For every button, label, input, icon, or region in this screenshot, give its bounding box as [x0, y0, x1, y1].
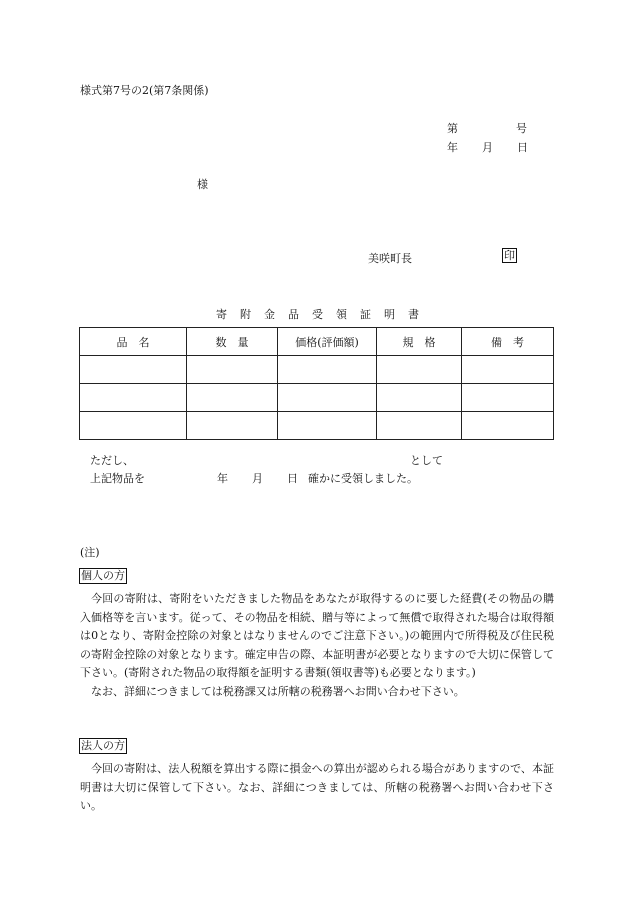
table-cell	[278, 412, 377, 440]
table-row	[80, 384, 554, 412]
date-month: 月	[482, 141, 493, 154]
received-day: 日	[287, 472, 298, 485]
table-cell	[278, 384, 377, 412]
individual-paragraph-1: 今回の寄附は、寄附をいただきました物品をあなたが取得するのに要した経費(その物品の購入価格等を言います。従って、その物品を相続、贈与等によって無償で取得された場合は取得額は0となり、寄附金控除の対象とはなりませんのでご注意下さい。)の範囲内で所得税及び住民税の寄附金控除の対象となります。確定申告の際、本証明書が必要となりますので大切に保管して下さい。(寄附された物品の取得額を証明する書類(領収書等)も必要となります。)	[80, 592, 554, 680]
number-suffix: 号	[516, 122, 527, 135]
table-row	[80, 412, 554, 440]
received-prefix: 上記物品を	[90, 472, 145, 485]
table-cell	[462, 412, 554, 440]
col-header-item-name: 品 名	[80, 328, 187, 356]
document-title: 寄附金品受領証明書	[216, 308, 432, 321]
recipient-suffix: 様	[197, 178, 208, 191]
col-header-quantity: 数 量	[187, 328, 278, 356]
col-header-spec: 規 格	[377, 328, 462, 356]
number-prefix: 第	[447, 122, 458, 135]
table-cell	[377, 412, 462, 440]
received-suffix: 確かに受領しました。	[308, 472, 418, 485]
table-cell	[187, 384, 278, 412]
individual-heading: 個人の方	[81, 569, 125, 582]
table-cell	[187, 412, 278, 440]
corporate-heading: 法人の方	[81, 739, 125, 752]
date-year: 年	[447, 141, 458, 154]
received-year: 年	[217, 472, 228, 485]
table-cell	[80, 384, 187, 412]
table-header-row	[80, 328, 554, 356]
note-label: (注)	[80, 546, 100, 559]
items-table	[79, 327, 554, 440]
certificate-number-line	[447, 120, 527, 136]
table-cell	[80, 356, 187, 384]
proviso-end: として	[410, 454, 443, 467]
table-cell	[278, 356, 377, 384]
corporate-paragraph-1: 今回の寄附は、法人税額を算出する際に損金への算出が認められる場合がありますので、本証明書は大切に保管して下さい。なお、詳細につきましては、所轄の税務署へお問い合わせ下さい。	[80, 762, 554, 813]
issue-date-line	[447, 139, 528, 155]
table-cell	[80, 412, 187, 440]
received-month: 月	[252, 472, 263, 485]
received-line	[90, 470, 418, 486]
proviso-start: ただし、	[90, 454, 134, 467]
table-cell	[187, 356, 278, 384]
individual-paragraph-2: なお、詳細につきましては税務課又は所轄の税務署へお問い合わせ下さい。	[91, 684, 465, 698]
col-header-remarks: 備 考	[462, 328, 554, 356]
table-cell	[462, 356, 554, 384]
date-day: 日	[517, 141, 528, 154]
table-row	[80, 356, 554, 384]
corporate-notes	[80, 760, 554, 816]
table-cell	[377, 356, 462, 384]
col-header-price: 価格(評価額)	[278, 328, 377, 356]
form-number: 様式第7号の2(第7条関係)	[80, 84, 209, 97]
table-cell	[377, 384, 462, 412]
table-cell	[462, 384, 554, 412]
issuer-name: 美咲町長	[368, 252, 412, 265]
seal-mark: 印	[504, 249, 515, 262]
individual-notes	[80, 590, 554, 702]
